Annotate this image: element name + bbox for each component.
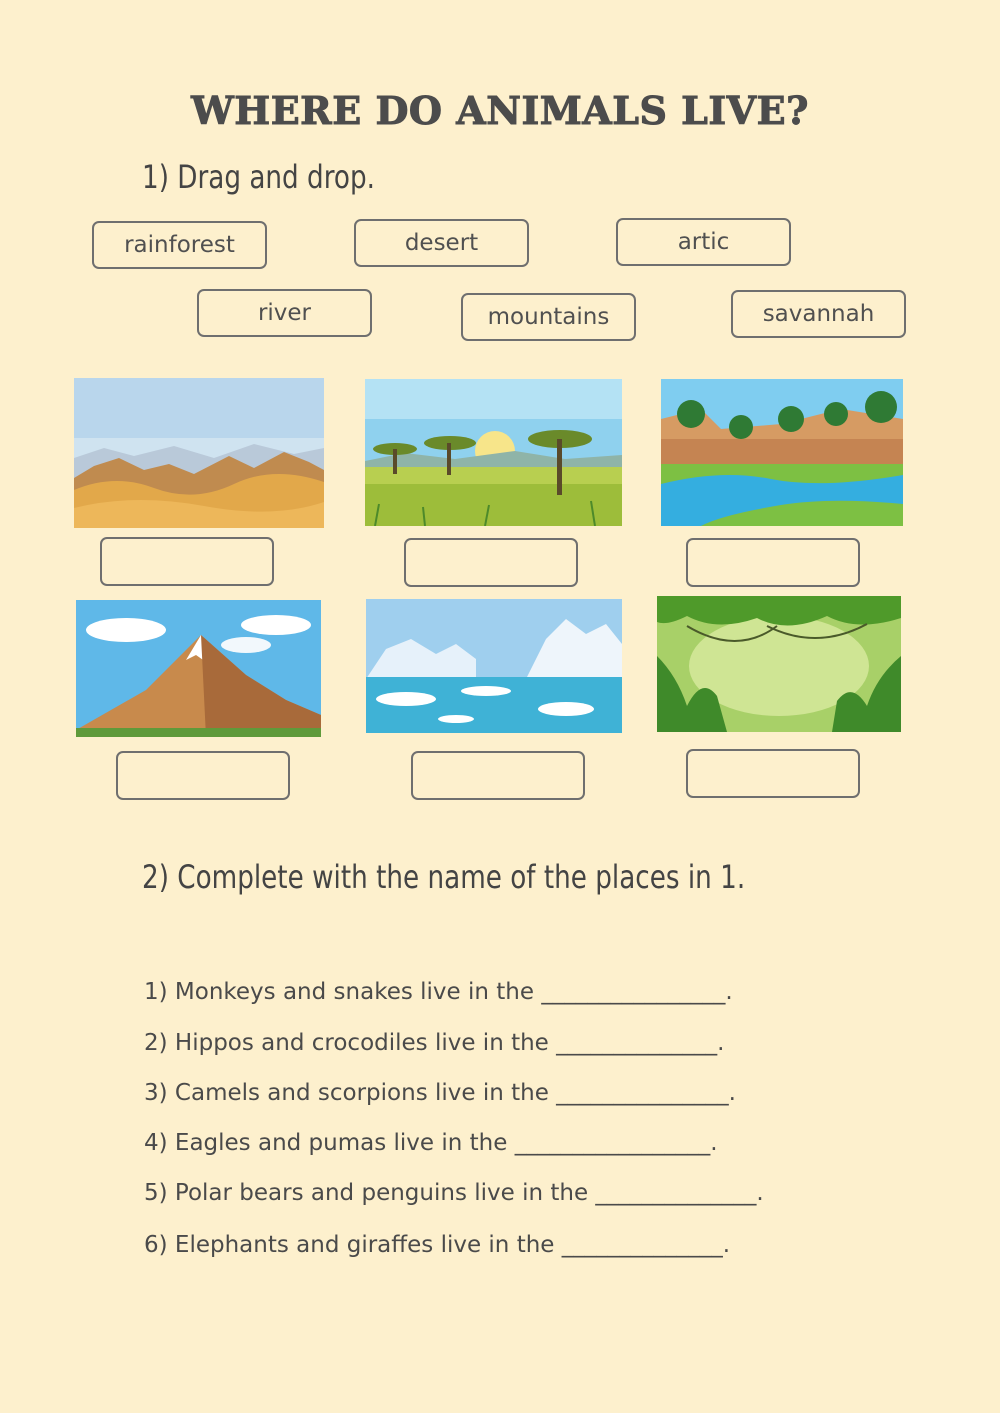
page-title: WHERE DO ANIMALS LIVE? xyxy=(191,88,809,133)
savannah-image xyxy=(365,379,622,526)
sentence-5: 5) Polar bears and penguins live in the ______________. xyxy=(144,1180,764,1206)
word-card-artic[interactable]: artic xyxy=(616,218,791,266)
drop-box-river[interactable] xyxy=(686,538,860,587)
artic-image xyxy=(366,599,622,733)
rainforest-image xyxy=(657,596,901,732)
mountains-image xyxy=(76,600,321,737)
word-card-savannah[interactable]: savannah xyxy=(731,290,906,338)
drop-box-rainforest[interactable] xyxy=(686,749,860,798)
sentence-3: 3) Camels and scorpions live in the _______________. xyxy=(144,1080,736,1106)
river-image xyxy=(661,379,903,526)
word-card-river[interactable]: river xyxy=(197,289,372,337)
drop-box-desert[interactable] xyxy=(100,537,274,586)
sentence-6: 6) Elephants and giraffes live in the ______________. xyxy=(144,1232,731,1258)
sentence-2: 2) Hippos and crocodiles live in the ______________. xyxy=(144,1030,725,1056)
word-card-rainforest[interactable]: rainforest xyxy=(92,221,267,269)
sentence-1: 1) Monkeys and snakes live in the ________________. xyxy=(144,979,733,1005)
desert-image xyxy=(74,378,324,528)
sentence-4: 4) Eagles and pumas live in the _________________. xyxy=(144,1130,718,1156)
drop-box-savannah[interactable] xyxy=(404,538,578,587)
drop-box-mountains[interactable] xyxy=(116,751,290,800)
drop-box-artic[interactable] xyxy=(411,751,585,800)
section-1-heading: 1) Drag and drop. xyxy=(142,158,375,196)
word-card-mountains[interactable]: mountains xyxy=(461,293,636,341)
word-card-desert[interactable]: desert xyxy=(354,219,529,267)
section-2-heading: 2) Complete with the name of the places in 1. xyxy=(142,858,746,896)
